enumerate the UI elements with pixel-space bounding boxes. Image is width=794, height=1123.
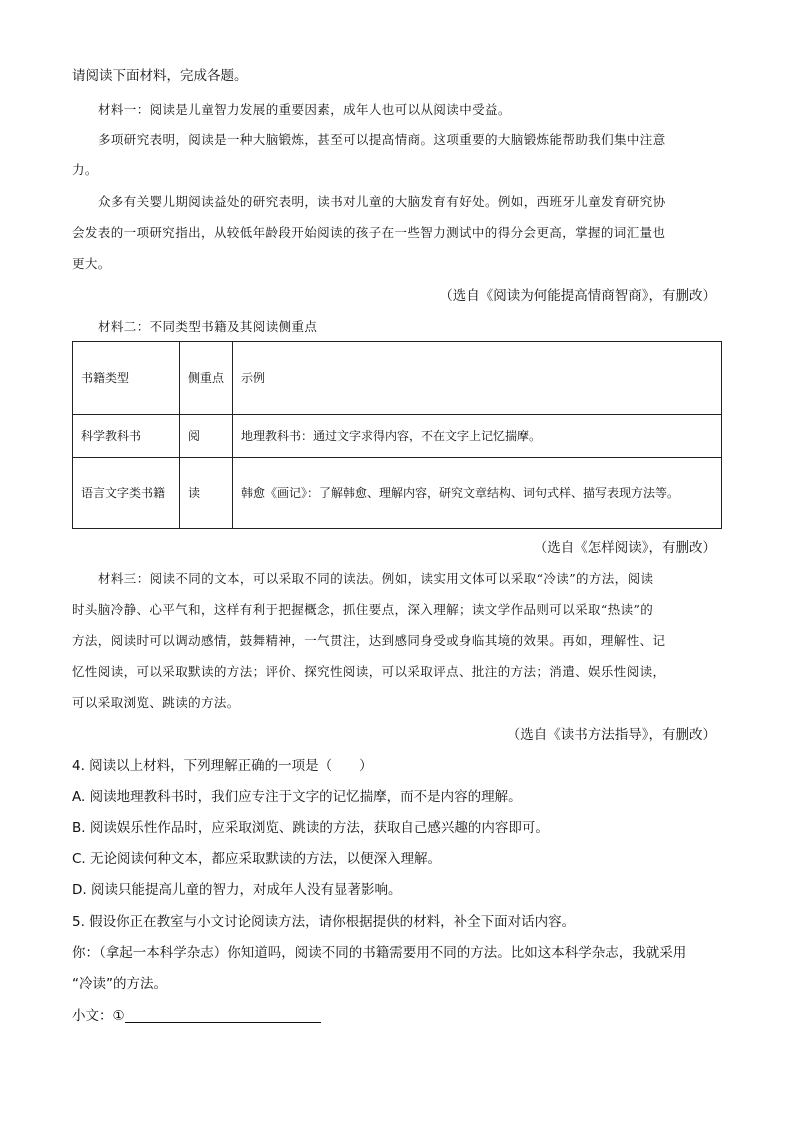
material-3-line-3: 方法，阅读时可以调动感情，鼓舞精神，一气贯注，达到感同身受或身临其境的效果。再如，理解性、记 [72,633,666,648]
table-cell: 科学教科书 [73,415,180,458]
question-5-dialogue-you-line-1: 你：（拿起一本科学杂志）你知道吗，阅读不同的书籍需要用不同的方法。比如这本科学杂志，我就采用 [72,945,687,961]
material-3-line-5: 可以采取浏览、跳读的方法。 [72,695,240,710]
answer-blank[interactable] [125,1008,321,1023]
table-cell: 地理教科书：通过文字求得内容，不在文字上记忆揣摩。 [233,415,722,458]
xiaowen-label: 小文：① [72,1008,125,1024]
question-5-xiaowen-answer [72,1007,321,1025]
question-4-stem: 4. 阅读以上材料，下列理解正确的一项是（ ） [72,758,373,774]
material-2-title: 材料二：不同类型书籍及其阅读侧重点 [98,319,318,334]
table-cell: 阅 [180,415,233,458]
material-1-paragraph-2-line-1: 众多有关婴儿期阅读益处的研究表明，读书对儿童的大脑发育有好处。例如，西班牙儿童发育研究协 [98,194,666,209]
table-row [73,458,722,529]
material-1-paragraph-2-line-3: 更大。 [72,256,111,271]
question-4-option-b: B. 阅读娱乐性作品时，应采取浏览、跳读的方法，获取自己感兴趣的内容即可。 [72,820,549,836]
material-2-source: （选自《怎样阅读》，有删改） [533,540,716,556]
table-header-row [73,342,722,415]
table-header-cell: 书籍类型 [73,342,180,415]
material-3-line-1: 材料三：阅读不同的文本，可以采取不同的读法。例如，读实用文体可以采取“冷读”的方法，阅读 [98,571,654,586]
material-3-line-2: 时头脑冷静、心平气和，这样有利于把握概念，抓住要点，深入理解；读文学作品则可以采取“热读”的 [72,602,654,617]
material-1-paragraph-1-line-2: 力。 [72,162,98,177]
material-1-source: （选自《阅读为何能提高情商智商》，有删改） [439,288,716,304]
question-5-dialogue-you-line-2: “冷读”的方法。 [72,976,167,992]
table-cell: 读 [180,458,233,529]
material-3-source: （选自《读书方法指导》，有删改） [506,727,716,743]
material-1-title: 材料一：阅读是儿童智力发展的重要因素，成年人也可以从阅读中受益。 [98,102,511,117]
instruction: 请阅读下面材料，完成各题。 [72,68,248,84]
question-5-stem: 5. 假设你正在教室与小文讨论阅读方法，请你根据提供的材料，补全下面对话内容。 [72,914,576,930]
question-4-option-d: D. 阅读只能提高儿童的智力，对成年人没有显著影响。 [72,882,402,898]
book-type-table [72,341,722,529]
table-cell: 语言文字类书籍 [73,458,180,529]
table-cell: 韩愈《画记》：了解韩愈、理解内容，研究文章结构、词句式样、描写表现方法等。 [233,458,722,529]
material-1-paragraph-2-line-2: 会发表的一项研究指出，从较低年龄段开始阅读的孩子在一些智力测试中的得分会更高，掌握的词汇量也 [72,225,666,240]
material-3-line-4: 忆性阅读，可以采取默读的方法；评价、探究性阅读，可以采取评点、批注的方法；消遣、娱乐性阅读， [72,664,666,679]
material-1-paragraph-1-line-1: 多项研究表明，阅读是一种大脑锻炼，甚至可以提高情商。这项重要的大脑锻炼能帮助我们集中注意 [98,132,666,147]
question-4-option-c: C. 无论阅读何种文本，都应采取默读的方法，以便深入理解。 [72,851,442,867]
table-header-cell: 侧重点 [180,342,233,415]
table-header-cell: 示例 [233,342,722,415]
table-row [73,415,722,458]
question-4-option-a: A. 阅读地理教科书时，我们应专注于文字的记忆揣摩，而不是内容的理解。 [72,789,522,805]
